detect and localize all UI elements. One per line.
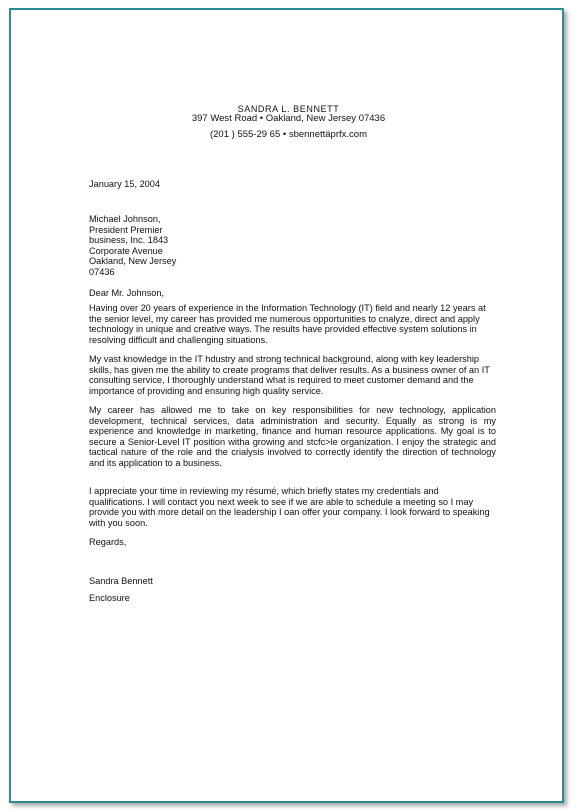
body-paragraph-2: My vast knowledge in the IT hdustry and strong technical background, along with key leadership skills, has given me the ability to create programs that deliver results. As a business owner of an IT consulting service, I thoroughly understand what is required to meet customer demand and the importance of providing and ensuring high quality service. (89, 354, 490, 396)
body-paragraph-4: I appreciate your time in reviewing my résumé, which briefly states my credentials and qualifications. I will contact you next week to see if we are able to schedule a meeting so I may provide you with more detail on the leadership I oan offer your company. I look forward to speaking with you soon. (89, 486, 490, 528)
closing: Regards, (89, 537, 127, 547)
body-paragraph-1: Having over 20 years of experience in the Information Technology (IT) field and nearly 12 years at the senior level, my career has provided me numerous opportunities to cnalyze, direct and apply technology in unique and creative ways. The results have provided effective system solutions in resolving difficult and challenging situations. (89, 303, 486, 345)
signature-name: Sandra Bennett (89, 576, 153, 586)
recipient-address: Michael Johnson, President Premier business, Inc. 1843 Corporate Avenue Oakland, New Jersey 07436 (89, 214, 177, 277)
body-paragraph-3: My career has allowed me to take on key responsibilities for new technology, application development, technical services, data administration and security. Equally as strong is my experience and knowledge in marketing, finance and human resource applications. My goal is to secure a Senior-Level IT position witha growing and stcfc>le organization. I enjoy the strategic and tactical nature of the role and the crialysis involved to correctly identify the direction of technology and its application to a business. (89, 405, 496, 468)
letterhead-address: 397 West Road • Oakland, New Jersey 07436 (191, 113, 386, 124)
letterhead-name: SANDRA L. BENNETT (237, 104, 340, 114)
enclosure-note: Enclosure (89, 593, 130, 603)
letterhead-contact: (201 ) 555-29 65 • sbennettäprfx.com (209, 129, 367, 140)
salutation: Dear Mr. Johnson, (89, 288, 165, 298)
letter-date: January 15, 2004 (89, 179, 161, 189)
